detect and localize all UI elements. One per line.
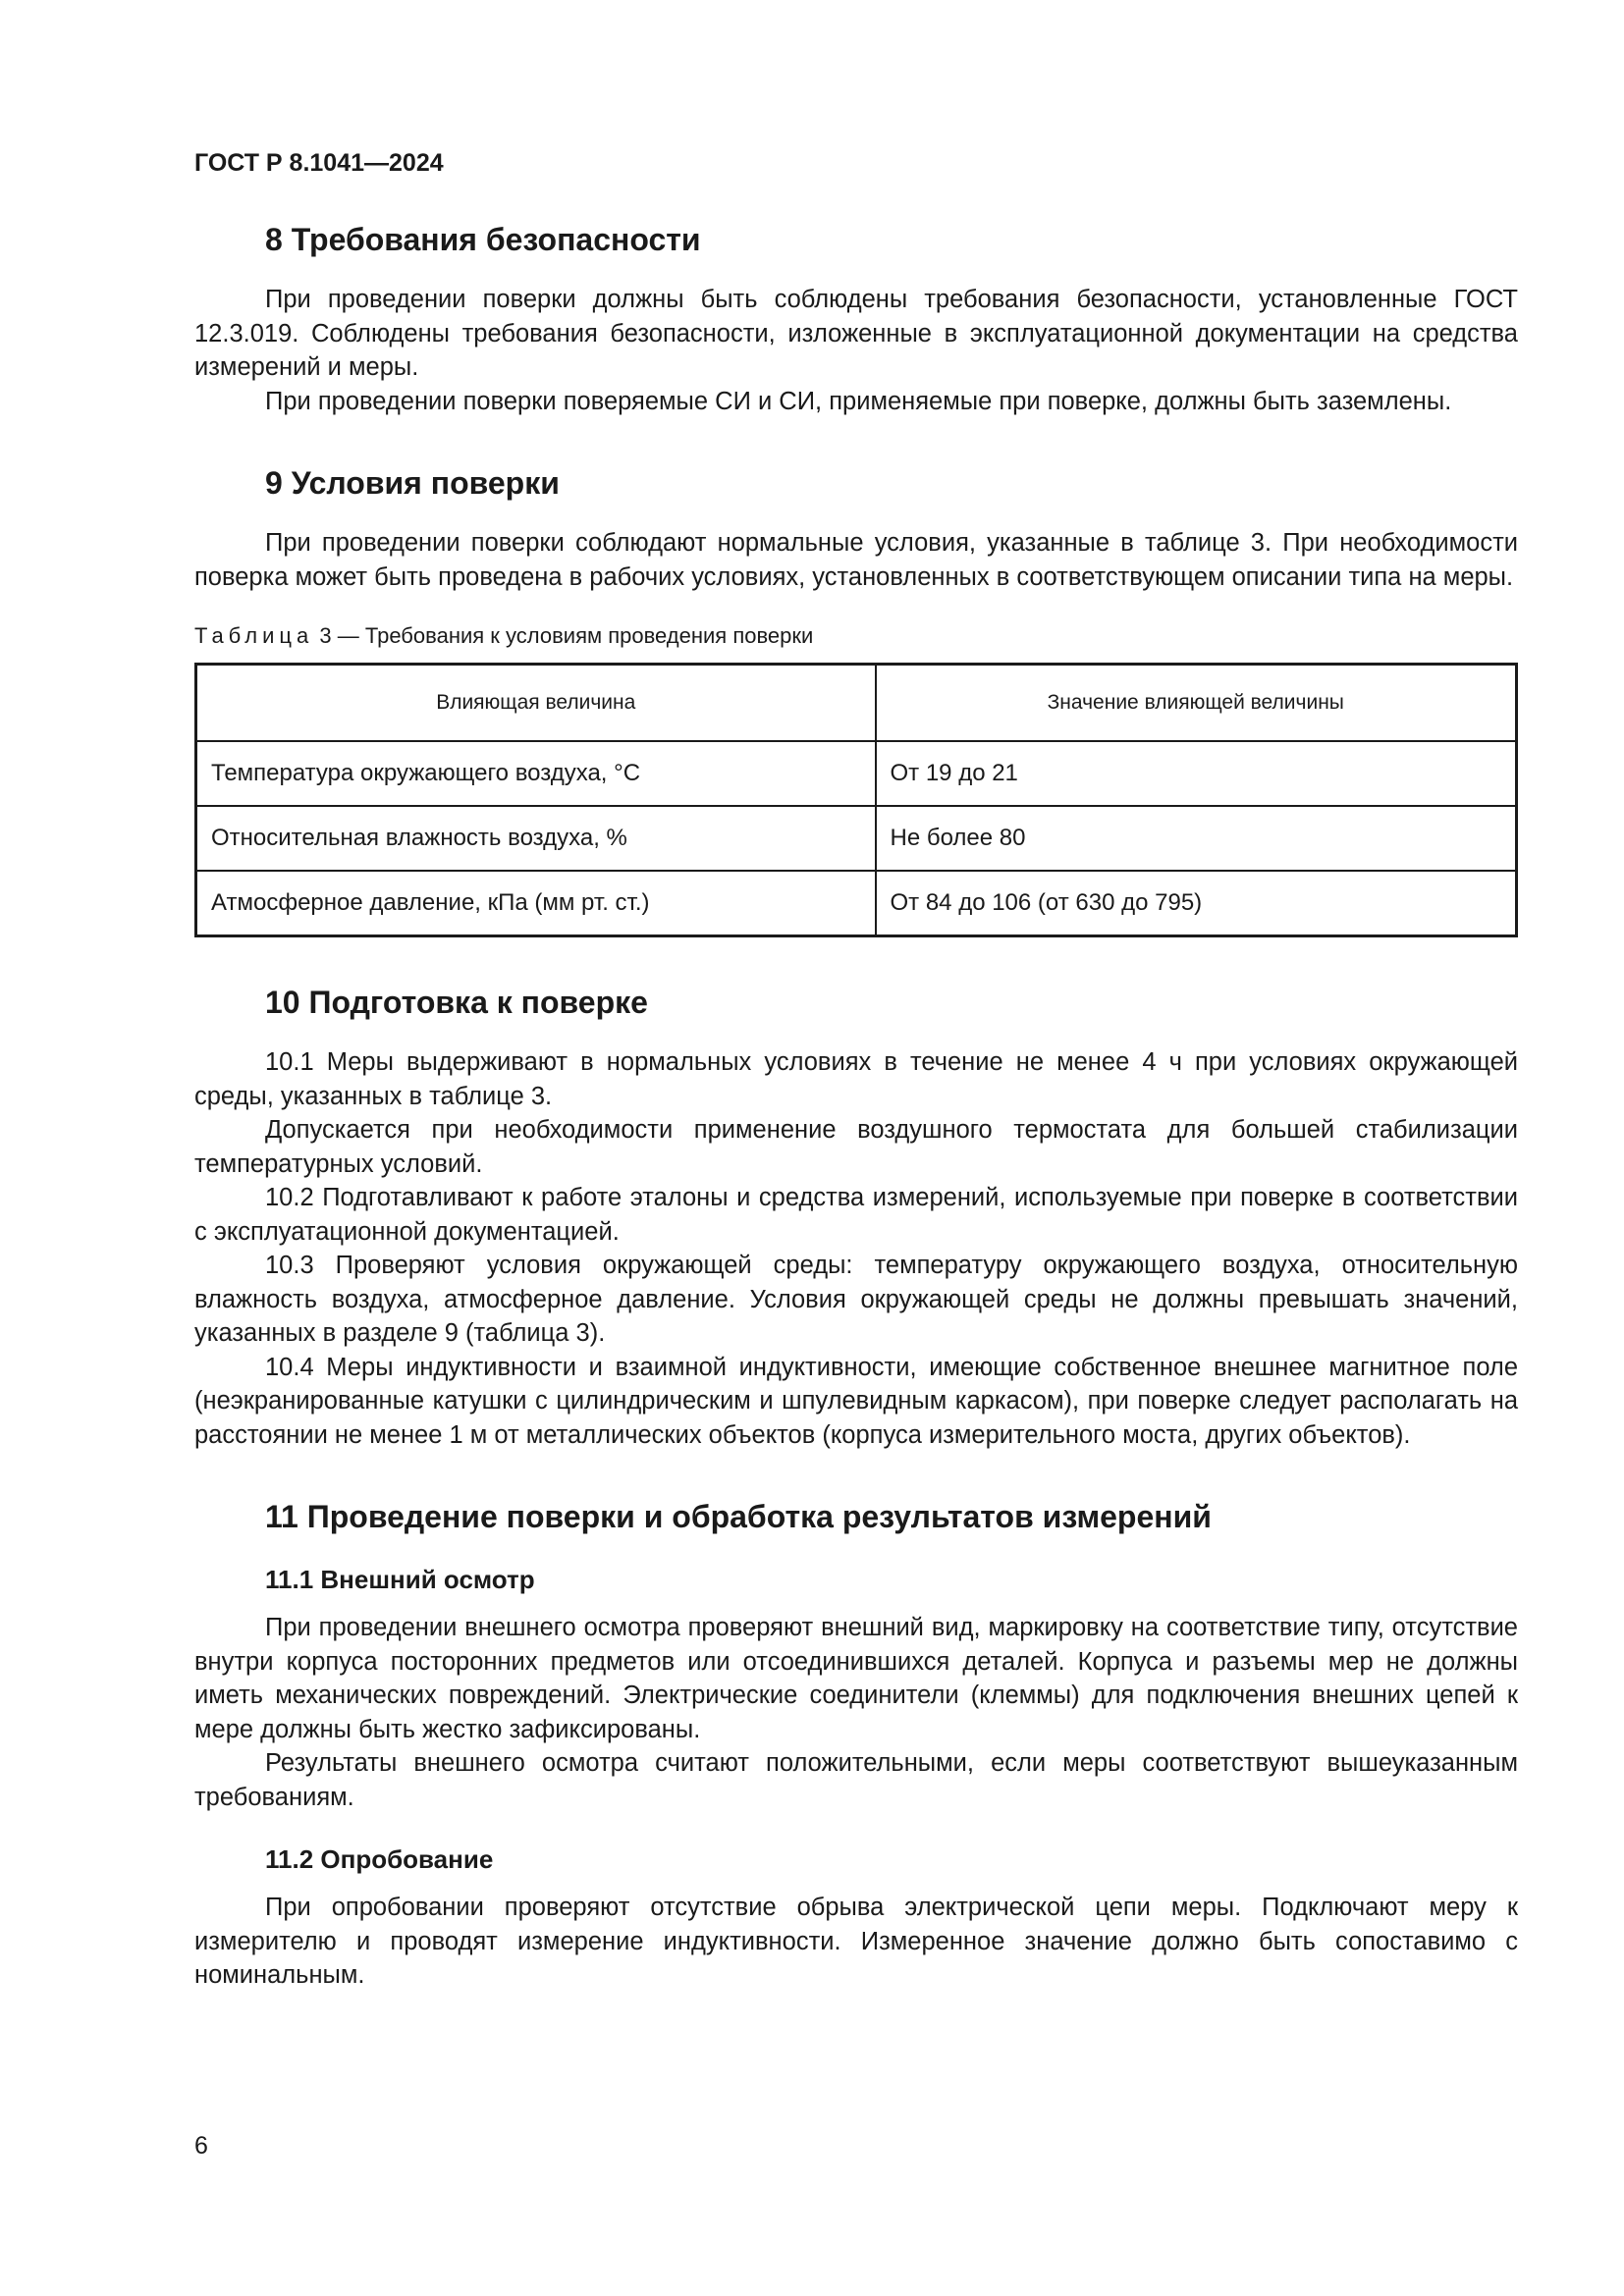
section-10-heading: 10 Подготовка к поверке bbox=[265, 985, 648, 1020]
document-code: ГОСТ Р 8.1041—2024 bbox=[194, 149, 444, 177]
table-row bbox=[196, 871, 1517, 936]
section-10-paragraph: 10.2 Подготавливают к работе эталоны и средства измерений, используемые при поверке в соответствии с эксплуатационной документацией. bbox=[194, 1184, 1518, 1246]
table-cell: Атмосферное давление, кПа (мм рт. ст.) bbox=[196, 871, 876, 936]
section-10 bbox=[194, 981, 1518, 1452]
section-8-heading: 8 Требования безопасности bbox=[265, 222, 701, 257]
subsection-11-1-paragraph: Результаты внешнего осмотра считают положительными, если меры соответствуют вышеуказанным требованиям. bbox=[194, 1749, 1518, 1811]
section-8-paragraph: При проведении поверки должны быть соблюдены требования безопасности, установленные ГОСТ 12.3.019. Соблюдены требования безопасности, изложенные в эксплуатационной документации на средства измерений и меры. bbox=[194, 286, 1518, 381]
column-header: Значение влияющей величины bbox=[876, 665, 1517, 742]
table-caption-label: Таблица bbox=[194, 623, 314, 648]
page-content bbox=[194, 218, 1518, 1993]
table-cell: Относительная влажность воздуха, % bbox=[196, 806, 876, 871]
table-3-caption bbox=[194, 621, 1518, 651]
section-9-heading: 9 Условия поверки bbox=[265, 465, 560, 501]
section-8 bbox=[194, 218, 1518, 418]
section-10-paragraph: Допускается при необходимости применение воздушного термостата для большей стабилизации температурных условий. bbox=[194, 1116, 1518, 1178]
section-11-heading: 11 Проведение поверки и обработка результатов измерений bbox=[265, 1499, 1212, 1534]
subsection-11-2 bbox=[194, 1842, 1518, 1993]
section-8-paragraph: При проведении поверки поверяемые СИ и СИ, применяемые при поверке, должны быть заземлены. bbox=[265, 387, 1452, 415]
subsection-11-2-paragraph: При опробовании проверяют отсутствие обрыва электрической цепи меры. Подключают меру к измерителю и проводят измерение индуктивности. Измеренное значение должно быть сопоставимо с номинальным. bbox=[194, 1894, 1518, 1989]
subsection-11-2-heading: 11.2 Опробование bbox=[265, 1844, 494, 1874]
table-header-row bbox=[196, 665, 1517, 742]
section-11 bbox=[194, 1495, 1518, 1993]
table-row bbox=[196, 741, 1517, 806]
table-cell: Температура окружающего воздуха, °С bbox=[196, 741, 876, 806]
section-10-paragraph: 10.4 Меры индуктивности и взаимной индуктивности, имеющие собственное внешнее магнитное поле (неэкранированные катушки с цилиндрическим и шпулевидным каркасом), при поверке следует располагать на расстоянии не менее 1 м от металлических объектов (корпуса измерительного моста, других объектов). bbox=[194, 1353, 1518, 1449]
table-cell: От 19 до 21 bbox=[876, 741, 1517, 806]
table-row bbox=[196, 806, 1517, 871]
section-10-paragraph: 10.3 Проверяют условия окружающей среды: температуру окружающего воздуха, относительную влажность воздуха, атмосферное давление. Условия окружающей среды не должны превышать значений, указанных в разделе 9 (таблица 3). bbox=[194, 1252, 1518, 1347]
subsection-11-1-paragraph: При проведении внешнего осмотра проверяют внешний вид, маркировку на соответствие типу, отсутствие внутри корпуса посторонних предметов или отсоединившихся деталей. Корпуса и разъемы мер не должны иметь механических повреждений. Электрические соединители (клеммы) для подключения внешних цепей к мере должны быть жестко зафиксированы. bbox=[194, 1614, 1518, 1743]
table-caption-text: — Требования к условиям проведения поверки bbox=[337, 623, 814, 648]
page-number: 6 bbox=[194, 2132, 208, 2160]
section-9-paragraph: При проведении поверки соблюдают нормальные условия, указанные в таблице 3. При необходимости поверка может быть проведена в рабочих условиях, установленных в соответствующем описании типа на меры. bbox=[194, 529, 1518, 591]
subsection-11-1-heading: 11.1 Внешний осмотр bbox=[265, 1565, 535, 1594]
subsection-11-1 bbox=[194, 1562, 1518, 1814]
section-9 bbox=[194, 461, 1518, 594]
column-header: Влияющая величина bbox=[196, 665, 876, 742]
table-caption-number: 3 bbox=[319, 623, 332, 648]
table-3 bbox=[194, 663, 1518, 937]
table-cell: От 84 до 106 (от 630 до 795) bbox=[876, 871, 1517, 936]
table-cell: Не более 80 bbox=[876, 806, 1517, 871]
section-10-paragraph: 10.1 Меры выдерживают в нормальных условиях в течение не менее 4 ч при условиях окружающей среды, указанных в таблице 3. bbox=[194, 1048, 1518, 1110]
